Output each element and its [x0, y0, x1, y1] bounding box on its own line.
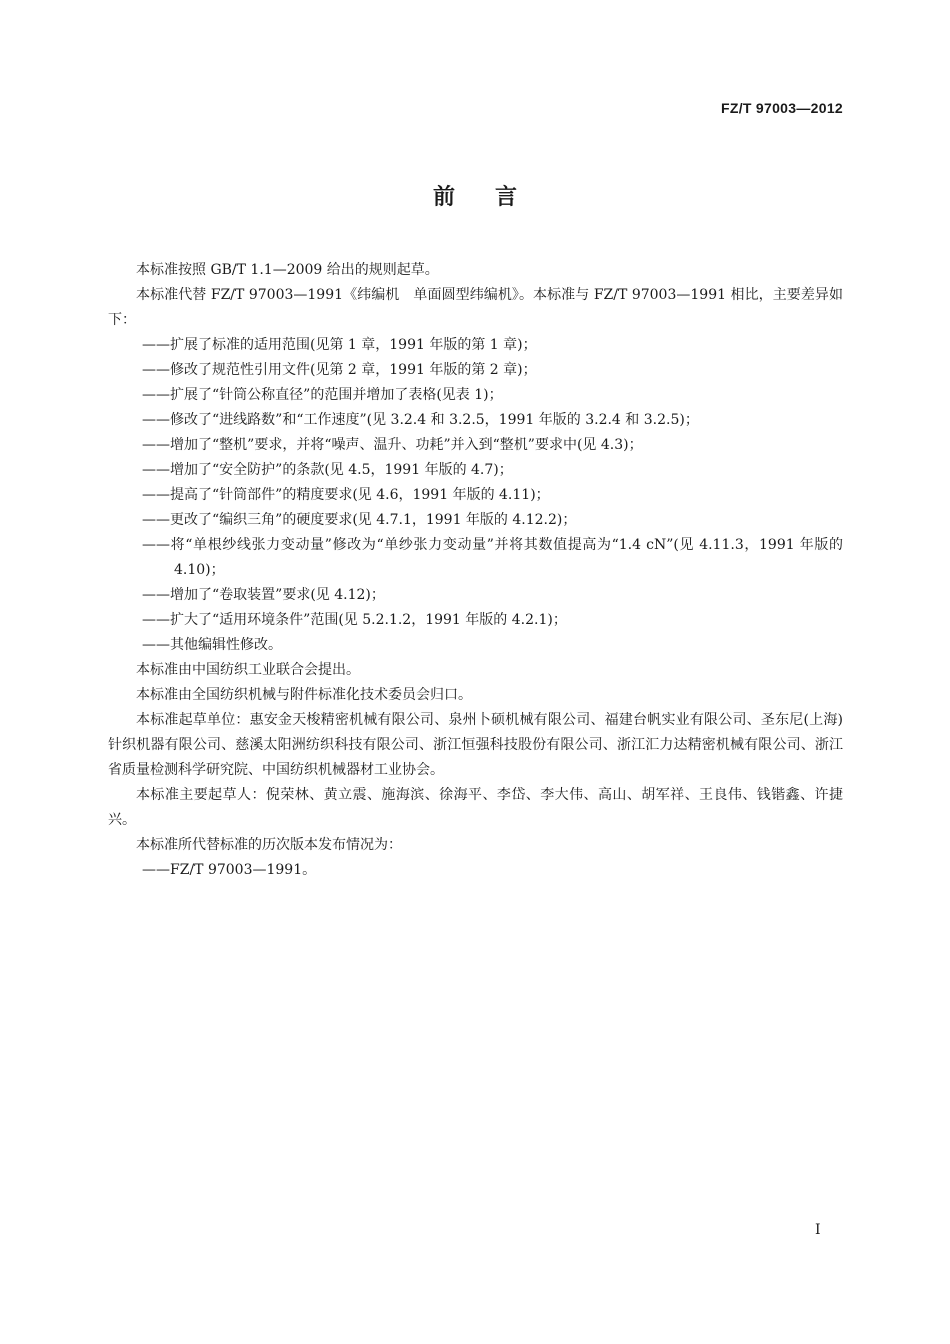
list-item: ——扩大了“适用环境条件”范围(见 5.2.1.2，1991 年版的 4.2.1)；	[142, 612, 567, 628]
list-item: ——FZ/T 97003—1991。	[142, 862, 317, 878]
list-item: ——提高了“针筒部件”的精度要求(见 4.6，1991 年版的 4.11)；	[142, 487, 550, 503]
body-paragraph: 本标准由中国纺织工业联合会提出。	[136, 662, 360, 678]
body-paragraph: 本标准所代替标准的历次版本发布情况为：	[136, 837, 402, 853]
list-item: ——修改了规范性引用文件(见第 2 章，1991 年版的第 2 章)；	[142, 362, 537, 378]
list-item: ——增加了“安全防护”的条款(见 4.5，1991 年版的 4.7)；	[142, 462, 513, 478]
list-item: ——增加了“整机”要求，并将“噪声、温升、功耗”并入到“整机”要求中(见 4.3)；	[142, 437, 643, 453]
page-title: 前言	[432, 185, 557, 210]
list-item: ——其他编辑性修改。	[142, 637, 282, 653]
list-item: ——修改了“进线路数”和“工作速度”(见 3.2.4 和 3.2.5，1991 年版的 3.2.4 和 3.2.5)；	[142, 412, 699, 428]
foreword-body	[108, 258, 843, 883]
body-paragraph: 本标准按照 GB/T 1.1—2009 给出的规则起草。	[136, 262, 439, 278]
list-item: ——增加了“卷取装置”要求(见 4.12)；	[142, 587, 385, 603]
body-paragraph: 本标准起草单位：惠安金天梭精密机械有限公司、泉州卜硕机械有限公司、福建台帆实业有限公司、圣东尼(上海)针织机器有限公司、慈溪太阳洲纺织科技有限公司、浙江恒强科技股份有限公司、浙江汇力达精密机械有限公司、浙江省质量检测科学研究院、中国纺织机械器材工业协会。	[108, 712, 843, 778]
list-item: ——更改了“编织三角”的硬度要求(见 4.7.1，1991 年版的 4.12.2)；	[142, 512, 577, 528]
body-paragraph: 本标准主要起草人：倪荣林、黄立震、施海滨、徐海平、李岱、李大伟、高山、胡军祥、王良伟、钱锴鑫、许捷兴。	[108, 787, 843, 828]
list-item: ——将“单根纱线张力变动量”修改为“单纱张力变动量”并将其数值提高为“1.4 cN”(见 4.11.3，1991 年版的 4.10)；	[142, 537, 843, 578]
page-number: I	[815, 1222, 821, 1238]
standard-code: FZ/T 97003—2012	[720, 100, 843, 116]
list-item: ——扩展了“针筒公称直径”的范围并增加了表格(见表 1)；	[142, 387, 503, 403]
body-paragraph: 本标准代替 FZ/T 97003—1991《纬编机 单面圆型纬编机》。本标准与 FZ/T 97003—1991 相比，主要差异如下：	[108, 287, 843, 328]
list-item: ——扩展了标准的适用范围(见第 1 章，1991 年版的第 1 章)；	[142, 337, 537, 353]
body-paragraph: 本标准由全国纺织机械与附件标准化技术委员会归口。	[136, 687, 472, 703]
